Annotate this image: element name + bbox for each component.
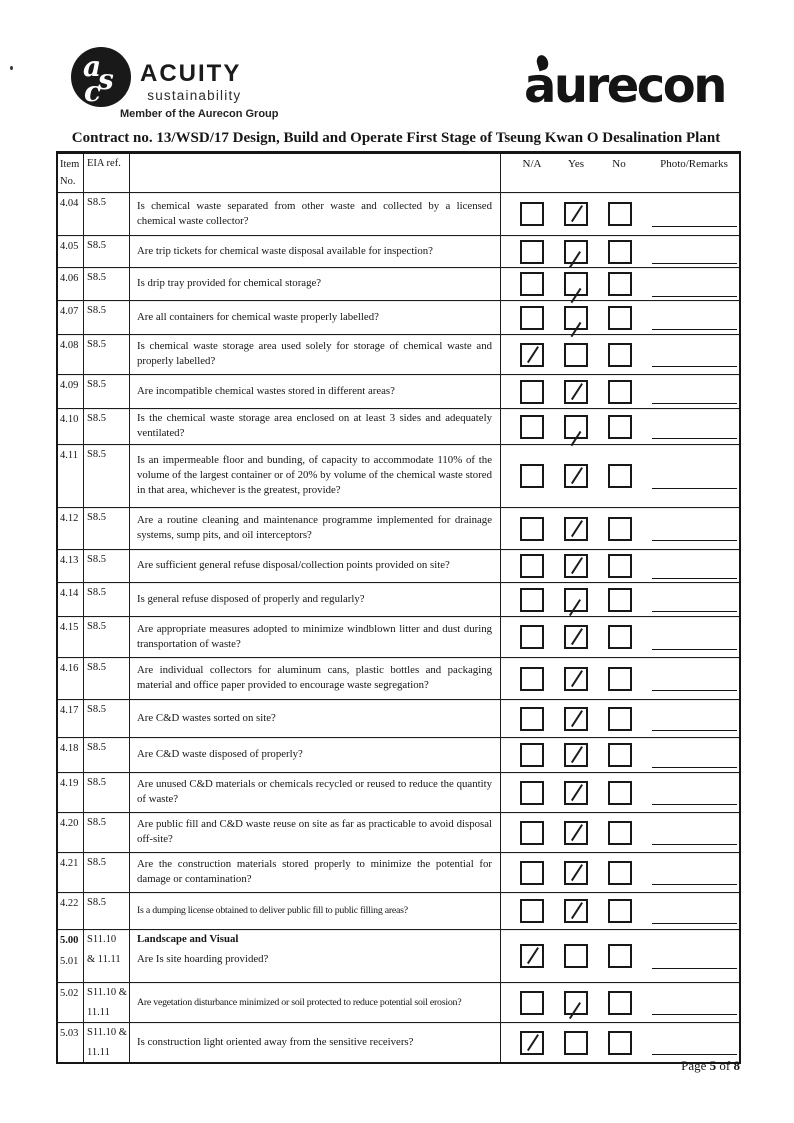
checkbox-no[interactable] <box>608 743 632 767</box>
item-no: 4.21 <box>60 858 79 869</box>
item-no: 4.19 <box>60 778 79 789</box>
check-mark <box>566 242 586 262</box>
header-question <box>130 154 501 192</box>
eia-ref: S11.10 & <box>87 1027 127 1038</box>
remarks-line[interactable] <box>652 884 737 885</box>
question-text: Are unused C&D materials or chemicals recycled or reused to reduce the quantity of waste? <box>137 778 492 805</box>
item-no: 4.12 <box>60 513 79 524</box>
check-mark <box>566 274 586 294</box>
check-mark <box>566 627 586 647</box>
checkbox-na[interactable] <box>520 588 544 612</box>
item-no: 4.08 <box>60 340 79 351</box>
eia-ref: S8.5 <box>87 621 106 632</box>
eia-ref: S8.5 <box>87 305 106 316</box>
eia-ref: S8.5 <box>87 379 106 390</box>
question-text: Are vegetation disturbance minimized or soil protected to reduce potential soil erosion? <box>137 996 462 1008</box>
item-no: 4.16 <box>60 663 79 674</box>
eia-ref: S8.5 <box>87 449 106 460</box>
remarks-line[interactable] <box>652 767 737 768</box>
check-mark <box>566 590 586 610</box>
check-mark <box>566 709 586 729</box>
checklist-row <box>58 893 739 930</box>
item-no: 4.13 <box>60 555 79 566</box>
checkbox-yes[interactable] <box>564 272 588 296</box>
checkbox-no[interactable] <box>608 272 632 296</box>
checkbox-yes[interactable] <box>564 625 588 649</box>
checkbox-no[interactable] <box>608 588 632 612</box>
eia-ref: S8.5 <box>87 704 106 715</box>
checklist-row <box>58 658 739 700</box>
scan-speck <box>10 66 13 70</box>
checklist-row <box>58 773 739 813</box>
item-no: 4.09 <box>60 380 79 391</box>
checkbox-na[interactable] <box>520 821 544 845</box>
header-item-line2: No. <box>60 176 76 187</box>
checklist-row <box>58 983 739 1023</box>
remarks-line[interactable] <box>652 968 737 969</box>
check-mark <box>566 901 586 921</box>
question-text: Is drip tray provided for chemical storage? <box>137 277 322 289</box>
remarks-line[interactable] <box>652 923 737 924</box>
question-text: Is construction light oriented away from the sensitive receivers? <box>137 1035 414 1048</box>
check-mark <box>566 556 586 576</box>
checkbox-yes[interactable] <box>564 821 588 845</box>
eia-ref: S8.5 <box>87 272 106 283</box>
check-mark <box>522 946 542 966</box>
checklist-row <box>58 930 739 983</box>
question-text: Are Is site hoarding provided? <box>137 953 269 965</box>
checkbox-no[interactable] <box>608 240 632 264</box>
checkbox-yes[interactable] <box>564 415 588 439</box>
checkbox-yes[interactable] <box>564 464 588 488</box>
checkbox-na[interactable] <box>520 240 544 264</box>
checkbox-no[interactable] <box>608 380 632 404</box>
checkbox-yes[interactable] <box>564 343 588 367</box>
eia-ref: S8.5 <box>87 587 106 598</box>
checkbox-yes[interactable] <box>564 306 588 330</box>
check-mark <box>522 345 542 365</box>
section-title: Landscape and Visual <box>137 933 239 945</box>
check-mark <box>566 863 586 883</box>
eia-ref-2: & 11.11 <box>87 954 121 965</box>
checklist-row <box>58 853 739 893</box>
checkbox-na[interactable] <box>520 944 544 968</box>
checkbox-no[interactable] <box>608 781 632 805</box>
question-text: Are C&D wastes sorted on site? <box>137 711 276 724</box>
checkbox-yes[interactable] <box>564 588 588 612</box>
checkbox-yes[interactable] <box>564 781 588 805</box>
eia-ref: S8.5 <box>87 817 106 828</box>
checkbox-yes[interactable] <box>564 861 588 885</box>
checklist-row <box>58 617 739 658</box>
check-mark <box>566 745 586 765</box>
eia-ref: S8.5 <box>87 339 106 350</box>
table-header-row <box>58 154 739 193</box>
item-no: 4.14 <box>60 588 79 599</box>
checklist-row <box>58 268 739 301</box>
remarks-line[interactable] <box>652 329 737 330</box>
checkbox-yes[interactable] <box>564 667 588 691</box>
item-no: 5.02 <box>60 988 79 999</box>
checklist-row <box>58 508 739 550</box>
checkbox-no[interactable] <box>608 415 632 439</box>
checklist-row <box>58 738 739 773</box>
item-no: 4.06 <box>60 273 79 284</box>
eia-ref-2: 11.11 <box>87 1047 110 1058</box>
remarks-line[interactable] <box>652 488 737 489</box>
remarks-line[interactable] <box>652 438 737 439</box>
checkbox-na[interactable] <box>520 861 544 885</box>
question-text: Is chemical waste separated from other waste and collected by a licensed chemical waste collector? <box>137 199 492 227</box>
question-text: Are all containers for chemical waste properly labelled? <box>137 310 379 323</box>
item-no: 4.18 <box>60 743 79 754</box>
checkbox-yes[interactable] <box>564 707 588 731</box>
remarks-line[interactable] <box>652 1054 737 1055</box>
remarks-line[interactable] <box>652 1014 737 1015</box>
checkbox-yes[interactable] <box>564 944 588 968</box>
check-mark <box>566 308 586 328</box>
eia-ref: S8.5 <box>87 554 106 565</box>
item-no: 4.10 <box>60 414 79 425</box>
page-label-of: of <box>716 1058 734 1073</box>
checkbox-no[interactable] <box>608 707 632 731</box>
checkbox-na[interactable] <box>520 1031 544 1055</box>
header-item-line1: Item <box>60 159 80 170</box>
check-mark <box>566 417 586 437</box>
remarks-line[interactable] <box>652 730 737 731</box>
remarks-line[interactable] <box>652 540 737 541</box>
header-eia-ref: EIA ref. <box>84 154 130 192</box>
page-number <box>681 1058 740 1074</box>
question-text: Is an impermeable floor and bunding, of capacity to accommodate 110% of the volume of the largest container or of 20% by volume of the chemical waste stored in that area, whichever is the greatest, provide? <box>137 454 492 496</box>
question-text: Are sufficient general refuse disposal/collection points provided on site? <box>137 559 450 571</box>
page-total: 8 <box>733 1058 740 1073</box>
remarks-line[interactable] <box>652 226 737 227</box>
checkbox-no[interactable] <box>608 821 632 845</box>
header-no: No <box>612 158 626 170</box>
checkbox-no[interactable] <box>608 899 632 923</box>
question-text: Are individual collectors for aluminum cans, plastic bottles and packaging material and office paper provided to encourage waste segregation? <box>137 664 492 691</box>
remarks-line[interactable] <box>652 263 737 264</box>
checkbox-no[interactable] <box>608 667 632 691</box>
item-no: 5.03 <box>60 1028 79 1039</box>
document-title: Contract no. 13/WSD/17 Design, Build and Operate First Stage of Tseung Kwan O Desalination Plant <box>71 130 721 146</box>
remarks-line[interactable] <box>652 690 737 691</box>
checkbox-no[interactable] <box>608 464 632 488</box>
checkbox-no[interactable] <box>608 625 632 649</box>
question-text: Are trip tickets for chemical waste disposal available for inspection? <box>137 244 433 257</box>
eia-ref: S11.10 <box>87 934 117 945</box>
check-mark <box>566 783 586 803</box>
monogram-letter-s: s <box>98 63 114 96</box>
check-mark <box>522 1033 542 1053</box>
question-text: Are the construction materials stored properly to minimize the potential for damage or contamination? <box>137 858 492 885</box>
item-no: 4.15 <box>60 622 79 633</box>
checkbox-no[interactable] <box>608 991 632 1015</box>
checkbox-no[interactable] <box>608 554 632 578</box>
acuity-subtitle: sustainability <box>147 88 242 103</box>
checklist-row <box>58 445 739 508</box>
checklist-row <box>58 583 739 617</box>
check-mark <box>566 669 586 689</box>
header-na: N/A <box>522 158 542 170</box>
aurecon-logo <box>524 58 738 114</box>
checklist-row <box>58 375 739 409</box>
checkbox-yes[interactable] <box>564 991 588 1015</box>
checkbox-na[interactable] <box>520 781 544 805</box>
checklist-row <box>58 700 739 738</box>
check-mark <box>566 823 586 843</box>
checkbox-na[interactable] <box>520 306 544 330</box>
item-no: 4.20 <box>60 818 79 829</box>
check-mark <box>566 204 586 224</box>
acuity-monogram-icon <box>70 46 132 108</box>
eia-ref: S11.10 & <box>87 987 127 998</box>
acuity-wordmark: ACUITY <box>140 60 242 87</box>
remarks-line[interactable] <box>652 611 737 612</box>
checkbox-na[interactable] <box>520 625 544 649</box>
eia-ref: S8.5 <box>87 662 106 673</box>
monogram-letter-a: a <box>83 50 102 83</box>
checkbox-na[interactable] <box>520 415 544 439</box>
remarks-line[interactable] <box>652 403 737 404</box>
item-no: 5.00 <box>60 935 79 946</box>
question-text: Are incompatible chemical wastes stored in different areas? <box>137 384 395 397</box>
checklist-row <box>58 1023 739 1062</box>
item-no: 4.04 <box>60 198 79 209</box>
header-item-no <box>58 154 84 192</box>
checkbox-no[interactable] <box>608 861 632 885</box>
check-mark <box>566 466 586 486</box>
check-mark <box>566 382 586 402</box>
eia-ref: S8.5 <box>87 197 106 208</box>
header-yes: Yes <box>567 158 584 170</box>
checkbox-na[interactable] <box>520 899 544 923</box>
question-text: Are public fill and C&D waste reuse on site as far as practicable to avoid disposal off-site? <box>137 818 492 845</box>
checkbox-yes[interactable] <box>564 380 588 404</box>
checklist-table <box>56 151 741 1064</box>
question-text: Is a dumping license obtained to deliver public fill to public filling areas? <box>137 905 408 916</box>
eia-ref: S8.5 <box>87 777 106 788</box>
monogram-letter-c: c <box>84 75 102 108</box>
checkbox-na[interactable] <box>520 272 544 296</box>
question-text: Are C&D waste disposed of properly? <box>137 748 303 760</box>
remarks-line[interactable] <box>652 649 737 650</box>
checkbox-na[interactable] <box>520 554 544 578</box>
remarks-line[interactable] <box>652 366 737 367</box>
checklist-row <box>58 236 739 268</box>
eia-ref: S8.5 <box>87 240 106 251</box>
checkbox-na[interactable] <box>520 667 544 691</box>
checkbox-na[interactable] <box>520 517 544 541</box>
checkbox-na[interactable] <box>520 464 544 488</box>
item-no: 4.11 <box>60 450 78 461</box>
checkbox-na[interactable] <box>520 343 544 367</box>
checklist-row <box>58 301 739 335</box>
question-text: Is general refuse disposed of properly and regularly? <box>137 592 365 605</box>
checkbox-no[interactable] <box>608 202 632 226</box>
checklist-row <box>58 550 739 583</box>
question-text: Is the chemical waste storage area enclosed on at least 3 sides and adequately ventilated? <box>137 412 492 439</box>
checkbox-yes[interactable] <box>564 899 588 923</box>
checkbox-no[interactable] <box>608 517 632 541</box>
checklist-body <box>58 193 739 1062</box>
checkbox-na[interactable] <box>520 380 544 404</box>
remarks-line[interactable] <box>652 804 737 805</box>
question-text: Is chemical waste storage area used solely for storage of chemical waste and properly labelled? <box>137 340 492 367</box>
checkbox-yes[interactable] <box>564 554 588 578</box>
page-current: 5 <box>709 1058 717 1073</box>
eia-ref-2: 11.11 <box>87 1007 110 1018</box>
header-photo-remarks: Photo/Remarks <box>660 158 728 170</box>
item-no: 4.17 <box>60 705 79 716</box>
checkbox-no[interactable] <box>608 1031 632 1055</box>
checkbox-yes[interactable] <box>564 1031 588 1055</box>
remarks-line[interactable] <box>652 578 737 579</box>
item-no-2: 5.01 <box>60 956 79 967</box>
acuity-logo <box>70 46 241 108</box>
checkbox-na[interactable] <box>520 202 544 226</box>
header-answers <box>501 154 739 192</box>
check-mark <box>566 993 586 1013</box>
page-label-prefix: Page <box>681 1058 710 1073</box>
checkbox-no[interactable] <box>608 343 632 367</box>
eia-ref: S8.5 <box>87 512 106 523</box>
checklist-row <box>58 813 739 853</box>
question-text: Are a routine cleaning and maintenance programme implemented for drainage systems, sump pits, and oil interceptors? <box>137 514 492 541</box>
question-text: Are appropriate measures adopted to minimize windblown litter and dust during transportation of waste? <box>137 622 492 650</box>
checkbox-no[interactable] <box>608 306 632 330</box>
eia-ref: S8.5 <box>87 897 106 908</box>
checkbox-na[interactable] <box>520 707 544 731</box>
item-no: 4.22 <box>60 898 79 909</box>
eia-ref: S8.5 <box>87 742 106 753</box>
item-no: 4.07 <box>60 306 79 317</box>
checkbox-na[interactable] <box>520 743 544 767</box>
aurecon-wordmark: aurecon <box>524 58 725 114</box>
acuity-tagline: Member of the Aurecon Group <box>120 108 279 120</box>
eia-ref: S8.5 <box>87 413 106 424</box>
check-mark <box>566 519 586 539</box>
checkbox-yes[interactable] <box>564 202 588 226</box>
checkbox-no[interactable] <box>608 944 632 968</box>
checkbox-yes[interactable] <box>564 517 588 541</box>
checklist-row <box>58 193 739 236</box>
remarks-line[interactable] <box>652 844 737 845</box>
remarks-line[interactable] <box>652 296 737 297</box>
checkbox-yes[interactable] <box>564 743 588 767</box>
checklist-row <box>58 409 739 445</box>
checkbox-na[interactable] <box>520 991 544 1015</box>
eia-ref: S8.5 <box>87 857 106 868</box>
item-no: 4.05 <box>60 241 79 252</box>
checklist-row <box>58 335 739 375</box>
checkbox-yes[interactable] <box>564 240 588 264</box>
